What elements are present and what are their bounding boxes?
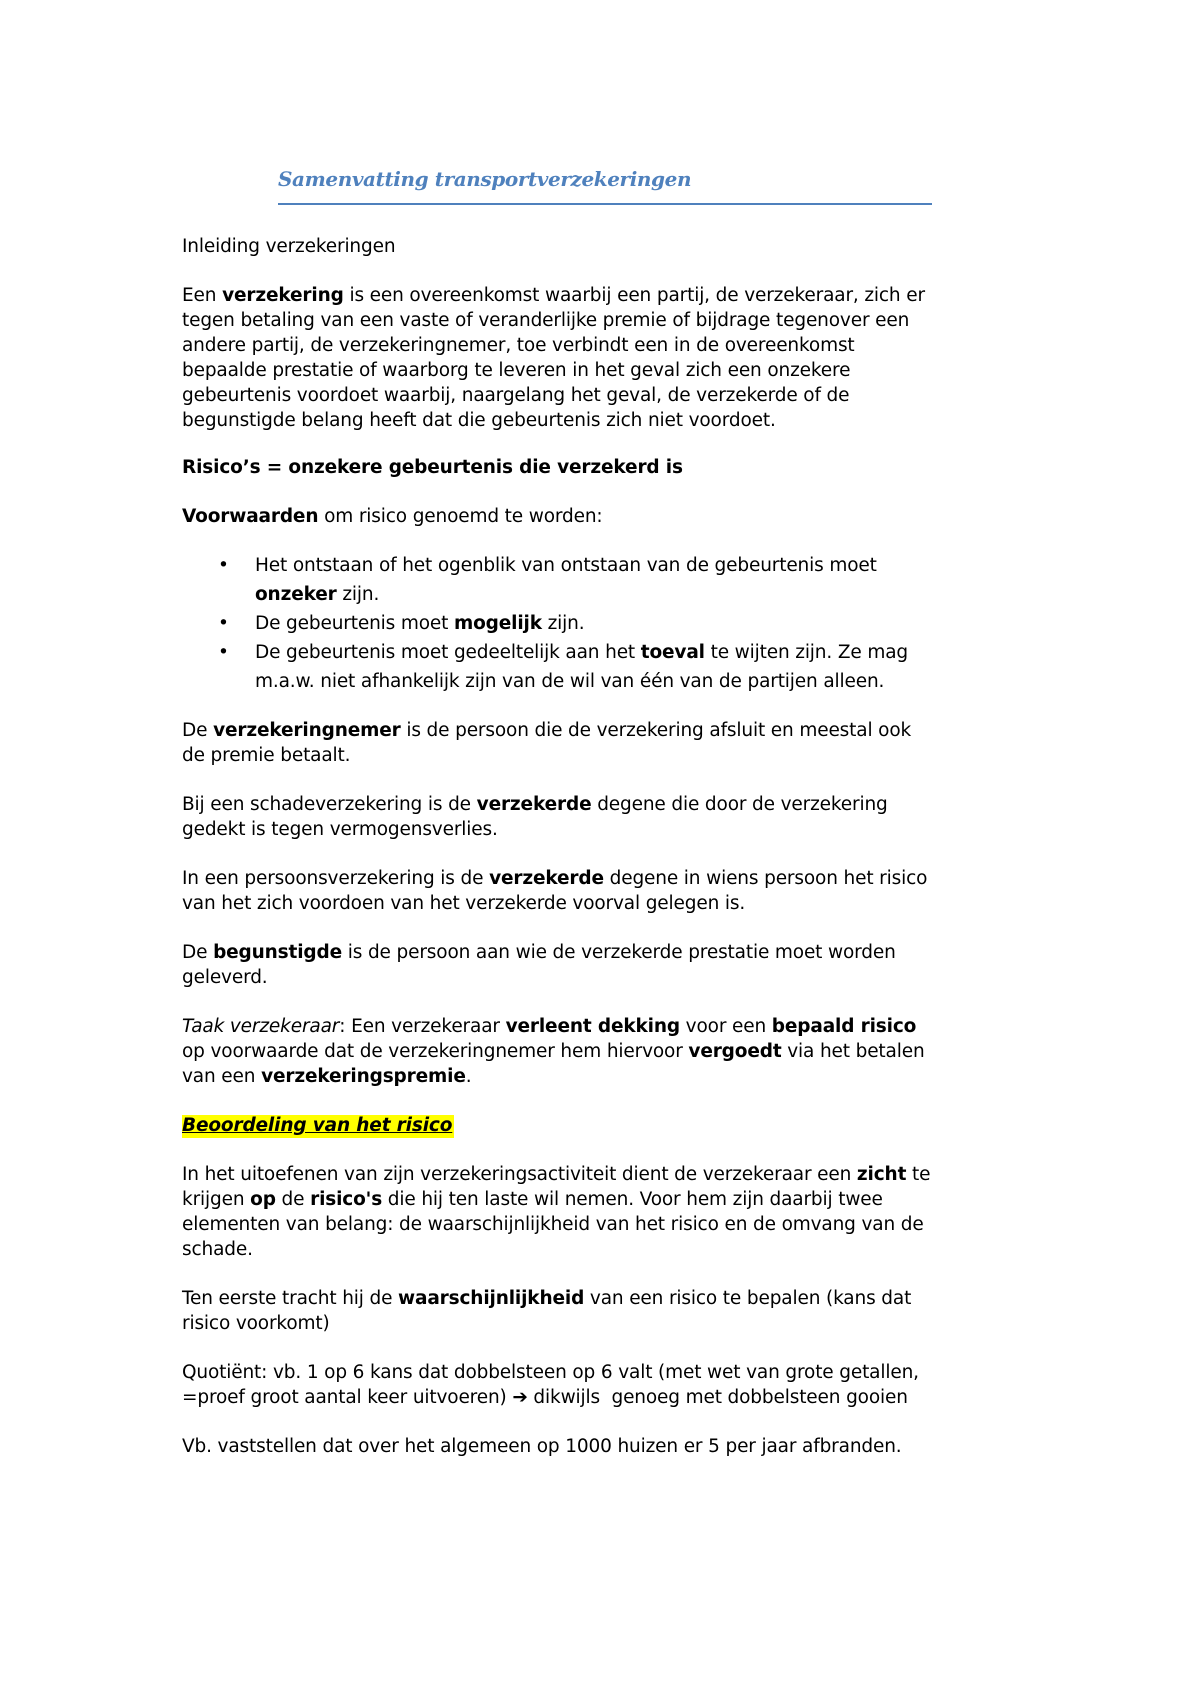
paragraph-quotient [182,1360,1044,1410]
text-line: gedekt is tegen vermogensverlies. [182,819,498,840]
text-line: risico voorkomt) [182,1313,330,1334]
bullet-icon: • [218,613,229,634]
text-line: de premie betaalt. [182,745,351,766]
bold-term: zicht [856,1164,907,1185]
italic-term: Taak verzekeraar [182,1016,340,1037]
text: te wijten zijn. Ze mag [704,642,908,663]
text-line: begunstigde belang heeft dat die gebeurtenis zich niet voordoet. [182,410,776,431]
text: Ten eerste tracht hij de [182,1288,399,1309]
text: is de persoon aan wie de verzekerde prestatie moet worden [342,942,896,963]
text: zijn. [336,584,380,605]
paragraph-persoonsverzekering [182,866,1044,916]
paragraph-verzekeringnemer [182,718,1044,768]
text-line: tegen betaling van een vaste of veranderlijke premie of bijdrage tegenover een [182,310,910,331]
text: de [275,1189,311,1210]
text: op voorwaarde dat de verzekeringnemer hem hiervoor [182,1041,689,1062]
text: voor een [679,1016,772,1037]
text: Een [182,285,223,306]
title-block [278,166,932,205]
text: : Een verzekeraar [339,1016,506,1037]
text: zijn. [541,613,585,634]
text-line: Quotiënt: vb. 1 op 6 kans dat dobbelsteen op 6 valt (met wet van grote getallen, [182,1362,919,1383]
list-item [182,640,1044,694]
bold-term: verleent dekking [505,1016,680,1037]
text-line: van het zich voordoen van het verzekerde voorval gelegen is. [182,893,746,914]
text-line: bepaalde prestatie of waarborg te leveren in het geval zich een onzekere [182,360,851,381]
bullet-icon: • [218,555,229,576]
section-heading-beoordeling [182,1113,1044,1138]
section-heading-inleiding: Inleiding verzekeringen [182,236,396,257]
paragraph-waarschijnlijkheid [182,1286,1044,1336]
text: =proef groot aantal keer uitvoeren) [182,1387,513,1408]
text: om risico genoemd te worden: [318,506,603,527]
text: te [906,1164,931,1185]
text-line: Het ontstaan of het ogenblik van ontstaan van de gebeurtenis moet [255,555,877,576]
text-line: gebeurtenis voordoet waarbij, naargelang het geval, de verzekerde of de [182,385,850,406]
text: . [465,1066,472,1087]
bold-term: waarschijnlijkheid [398,1288,585,1309]
bold-text: Risico’s = onzekere gebeurtenis die verzekerd is [182,457,683,478]
text: via het betalen [781,1041,925,1062]
text: van een risico te bepalen (kans dat [584,1288,912,1309]
bold-term: bepaald risico [771,1016,917,1037]
bold-term: verzekerde [476,794,592,815]
text: van een [182,1066,262,1087]
paragraph-zicht [182,1162,1044,1262]
text: dikwijls genoeg met dobbelsteen gooien [527,1387,908,1408]
bold-term: verzekeringnemer [213,720,401,741]
bold-term: mogelijk [453,613,542,634]
text-line: geleverd. [182,967,268,988]
conditions-list [182,553,1044,694]
document-title: Samenvatting transportverzekeringen [278,167,692,191]
text-line: m.a.w. niet afhankelijk zijn van de wil van één van de partijen alleen. [255,671,885,692]
risicos-definition [182,455,1044,480]
text: In het uitoefenen van zijn verzekeringsactiviteit dient de verzekeraar een [182,1164,857,1185]
list-item [182,553,1044,607]
bold-term: risico's [310,1189,383,1210]
paragraph-voorbeeld: Vb. vaststellen dat over het algemeen op 1000 huizen er 5 per jaar afbranden. [182,1436,902,1457]
bold-term: op [250,1189,276,1210]
list-item [182,611,1044,636]
text: De gebeurtenis moet gedeeltelijk aan het [255,642,641,663]
text-line: schade. [182,1239,253,1260]
bullet-icon: • [218,642,229,663]
bold-term: Voorwaarden [182,506,319,527]
text: Bij een schadeverzekering is de [182,794,477,815]
bold-term: verzekeringspremie [261,1066,466,1087]
text: is de persoon die de verzekering afsluit en meestal ook [400,720,912,741]
text: degene die door de verzekering [591,794,888,815]
text: degene in wiens persoon het risico [603,868,928,889]
text-line: andere partij, de verzekeringnemer, toe verbindt een in de overeenkomst [182,335,855,356]
text: is een overeenkomst waarbij een partij, de verzekeraar, zich er [343,285,925,306]
text: De [182,720,214,741]
title-underline [278,203,932,205]
paragraph-definition [182,283,1044,433]
bold-term: verzekering [222,285,344,306]
text-line: elementen van belang: de waarschijnlijkheid van het risico en de omvang van de [182,1214,924,1235]
bold-term: onzeker [255,584,337,605]
bold-term: toeval [640,642,705,663]
text: krijgen [182,1189,251,1210]
paragraph-begunstigde [182,940,1044,990]
bold-term: begunstigde [213,942,343,963]
document-body [182,234,1044,1459]
paragraph-taak-verzekeraar [182,1014,1044,1089]
text: De gebeurtenis moet [255,613,454,634]
text: De [182,942,214,963]
text: die hij ten laste wil nemen. Voor hem zijn daarbij twee [382,1189,883,1210]
bold-term: verzekerde [489,868,604,889]
highlighted-heading: Beoordeling van het risico [182,1115,453,1136]
bold-term: vergoedt [688,1041,782,1062]
text: In een persoonsverzekering is de [182,868,490,889]
voorwaarden-intro [182,504,1044,529]
arrow-right-icon: ➔ [512,1387,528,1408]
paragraph-schadeverzekering [182,792,1044,842]
